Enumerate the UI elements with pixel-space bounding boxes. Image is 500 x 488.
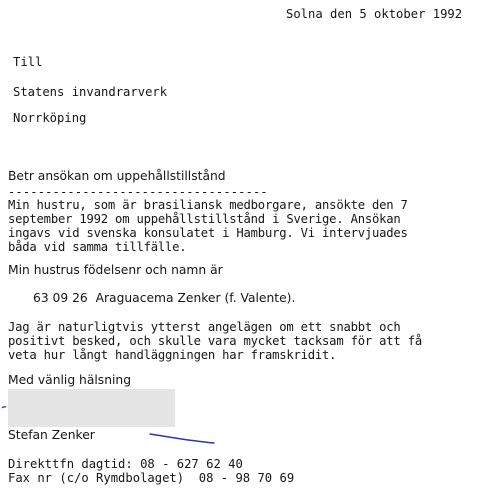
paragraph-1-line: Min hustru, som är brasiliansk medborgare, ansökte den 7 bbox=[8, 198, 408, 212]
fax-line: Fax nr (c/o Rymdbolaget) 08 - 98 70 69 bbox=[8, 471, 295, 485]
birth-and-name-line: 63 09 26 Araguacema Zenker (f. Valente). bbox=[33, 291, 296, 305]
subject-underline: ----------------------------------- bbox=[8, 185, 268, 199]
redacted-signature-block bbox=[8, 389, 175, 427]
paragraph-2: Min hustrus födelsenr och namn är bbox=[8, 263, 223, 277]
recipient-till: Till bbox=[13, 55, 43, 69]
paragraph-1-line: ingavs vid svenska konsulatet i Hamburg. Vi intervjuades bbox=[8, 226, 408, 240]
paragraph-1-line: båda vid samma tillfälle. bbox=[8, 240, 187, 254]
signer-name: Stefan Zenker bbox=[8, 428, 95, 442]
subject-line: Betr ansökan om uppehållstillstånd bbox=[8, 169, 226, 183]
recipient-city: Norrköping bbox=[13, 111, 87, 125]
recipient-agency: Statens invandrarverk bbox=[13, 85, 168, 99]
paragraph-3-line: Jag är naturligtvis ytterst angelägen om ett snabbt och bbox=[8, 320, 401, 334]
phone-line: Direkttfn dagtid: 08 - 627 62 40 bbox=[8, 457, 243, 471]
paragraph-3-line: veta hur långt handläggningen har framskridit. bbox=[8, 348, 337, 362]
closing-line: Med vänlig hälsning bbox=[8, 373, 132, 387]
date-line: Solna den 5 oktober 1992 bbox=[286, 7, 463, 21]
paragraph-1-line: september 1992 om uppehållstillstånd i Sverige. Ansökan bbox=[8, 212, 401, 226]
paragraph-3-line: positivt besked, och skulle vara mycket tacksam för att få bbox=[8, 334, 422, 348]
